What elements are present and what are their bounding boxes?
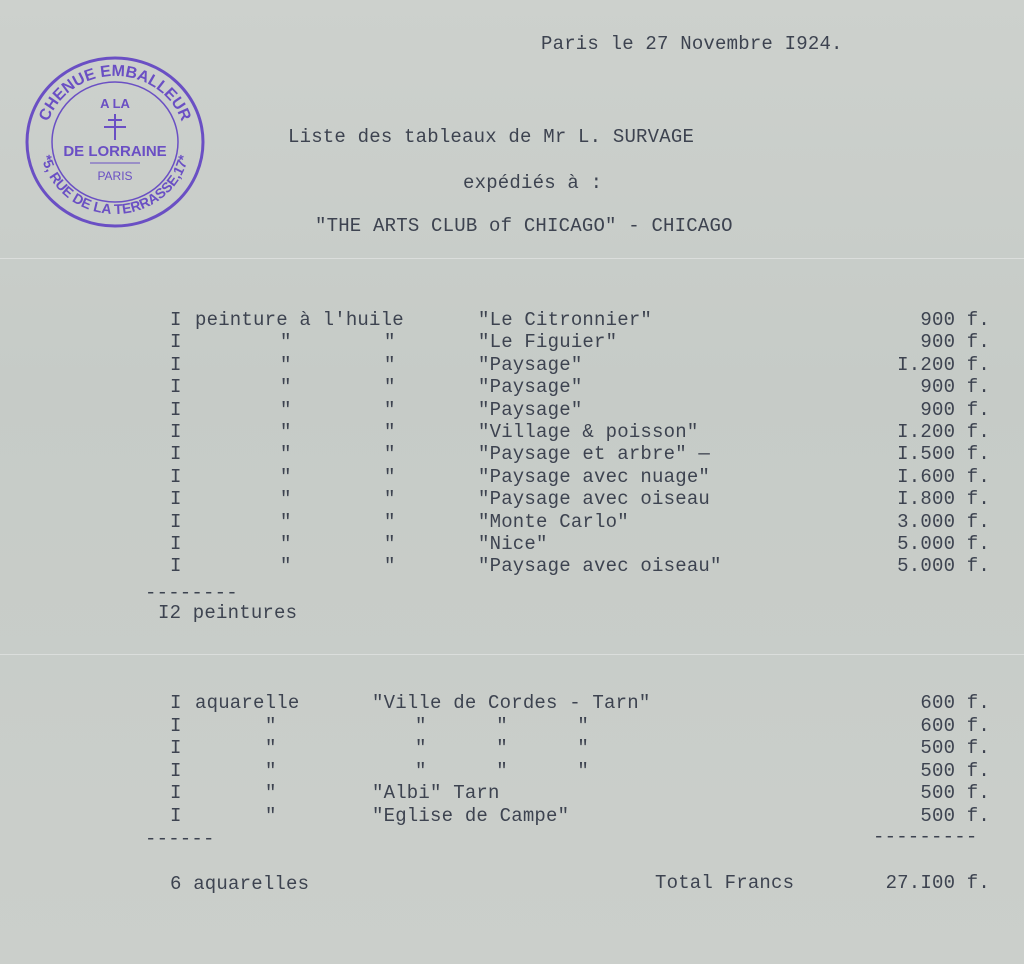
painting-title: "Le Citronnier" [478, 309, 653, 331]
painting-quantity: I [170, 465, 182, 488]
ditto-mark: " [280, 376, 292, 399]
ditto-mark: " [384, 398, 396, 421]
painting-price: 900 f. [920, 376, 990, 399]
ditto-mark: " [384, 421, 396, 443]
watercolor-price: 600 f. [920, 692, 990, 714]
ditto-mark: " [384, 443, 396, 466]
stamp-top-arc: CHENUE EMBALLEUR [36, 62, 194, 124]
painting-price: I.800 f. [897, 488, 990, 511]
paintings-separator: -------- [145, 582, 238, 604]
watercolor-title: " " " [415, 714, 590, 737]
painting-price: I.500 f. [897, 443, 990, 466]
ditto-mark: " [280, 510, 292, 533]
painting-quantity: I [170, 533, 182, 555]
painting-quantity: I [170, 398, 182, 421]
watercolor-medium: aquarelle [195, 692, 300, 714]
painting-medium: peinture à l'huile [195, 309, 404, 331]
watercolor-quantity: I [170, 782, 182, 805]
watercolor-price: 500 f. [920, 759, 990, 782]
watercolor-price: 500 f. [920, 737, 990, 760]
ditto-mark: " [384, 533, 396, 555]
ditto-mark: " [384, 488, 396, 511]
ditto-mark: " [280, 488, 292, 511]
watercolors-summary: 6 aquarelles [170, 873, 310, 895]
painting-title: "Paysage avec nuage" [478, 465, 711, 488]
recipient-line: "THE ARTS CLUB of CHICAGO" - CHICAGO [315, 215, 733, 237]
painting-quantity: I [170, 353, 182, 376]
painting-quantity: I [170, 555, 182, 578]
document-subtitle: expédiés à : [463, 172, 603, 194]
watercolor-price: 600 f. [920, 714, 990, 737]
painting-price: 900 f. [920, 331, 990, 354]
emballeur-stamp [20, 50, 210, 230]
watercolor-title: "Eglise de Campe" [372, 805, 570, 827]
watercolor-price: 500 f. [920, 782, 990, 805]
painting-price: 3.000 f. [897, 510, 990, 533]
painting-quantity: I [170, 309, 182, 331]
painting-title: "Paysage" [478, 398, 583, 421]
painting-quantity: I [170, 443, 182, 466]
watercolor-price: 500 f. [920, 805, 990, 827]
painting-quantity: I [170, 376, 182, 399]
ditto-mark: " [384, 331, 396, 354]
painting-title: "Monte Carlo" [478, 510, 629, 533]
painting-title: "Paysage" [478, 376, 583, 399]
watercolor-quantity: I [170, 714, 182, 737]
ditto-mark: " [384, 555, 396, 578]
ditto-mark: " [384, 353, 396, 376]
painting-title: "Paysage et arbre" — [478, 443, 711, 466]
watercolor-quantity: I [170, 737, 182, 760]
ditto-mark: " [384, 465, 396, 488]
paintings-summary: I2 peintures [158, 602, 298, 624]
paper-fold [0, 258, 1024, 259]
ditto-mark: " [280, 465, 292, 488]
painting-price: I.200 f. [897, 353, 990, 376]
watercolor-quantity: I [170, 805, 182, 827]
total-value: 27.I00 f. [885, 872, 990, 894]
painting-title: "Le Figuier" [478, 331, 618, 354]
stamp-line-c: PARIS [97, 169, 133, 183]
painting-title: "Paysage" [478, 353, 583, 376]
watercolors-separator: ------ [145, 828, 215, 850]
watercolor-title: "Albi" Tarn [372, 782, 500, 805]
painting-quantity: I [170, 488, 182, 511]
stamp-graphic [20, 50, 210, 230]
watercolor-title: " " " [415, 737, 590, 760]
stamp-line-a: A LA [100, 96, 130, 111]
painting-title: "Village & poisson" [478, 421, 699, 443]
watercolor-quantity: I [170, 692, 182, 714]
price-separator: --------- [873, 826, 978, 848]
watercolor-title: " " " [415, 759, 590, 782]
paper-fold [0, 654, 1024, 655]
painting-price: I.200 f. [897, 421, 990, 443]
painting-title: "Paysage avec oiseau" [478, 555, 722, 578]
painting-quantity: I [170, 331, 182, 354]
ditto-mark: " [280, 533, 292, 555]
painting-quantity: I [170, 421, 182, 443]
ditto-mark: " [384, 376, 396, 399]
ditto-mark: " [280, 398, 292, 421]
letter-date: Paris le 27 Novembre I924. [541, 33, 843, 55]
painting-price: 900 f. [920, 398, 990, 421]
watercolor-title: "Ville de Cordes - Tarn" [372, 692, 651, 714]
painting-title: "Paysage avec oiseau [478, 488, 711, 511]
document-title: Liste des tableaux de Mr L. SURVAGE [288, 126, 695, 148]
painting-price: 5.000 f. [897, 533, 990, 555]
painting-price: 5.000 f. [897, 555, 990, 578]
painting-quantity: I [170, 510, 182, 533]
ditto-mark: " [280, 555, 292, 578]
ditto-mark: " [280, 331, 292, 354]
stamp-bottom-arc: *5, RUE DE LA TERRASSE,17* [38, 153, 192, 218]
total-label: Total Francs [655, 872, 795, 894]
painting-price: 900 f. [920, 309, 990, 331]
ditto-mark: " [265, 782, 277, 805]
ditto-mark: " [280, 353, 292, 376]
watercolor-quantity: I [170, 759, 182, 782]
ditto-mark: " [265, 737, 277, 760]
ditto-mark: " [265, 805, 277, 827]
ditto-mark: " [280, 421, 292, 443]
ditto-mark: " [265, 714, 277, 737]
stamp-line-b: DE LORRAINE [63, 143, 167, 160]
ditto-mark: " [280, 443, 292, 466]
painting-price: I.600 f. [897, 465, 990, 488]
ditto-mark: " [384, 510, 396, 533]
ditto-mark: " [265, 759, 277, 782]
painting-title: "Nice" [478, 533, 548, 555]
cross-of-lorraine-icon [104, 114, 126, 140]
